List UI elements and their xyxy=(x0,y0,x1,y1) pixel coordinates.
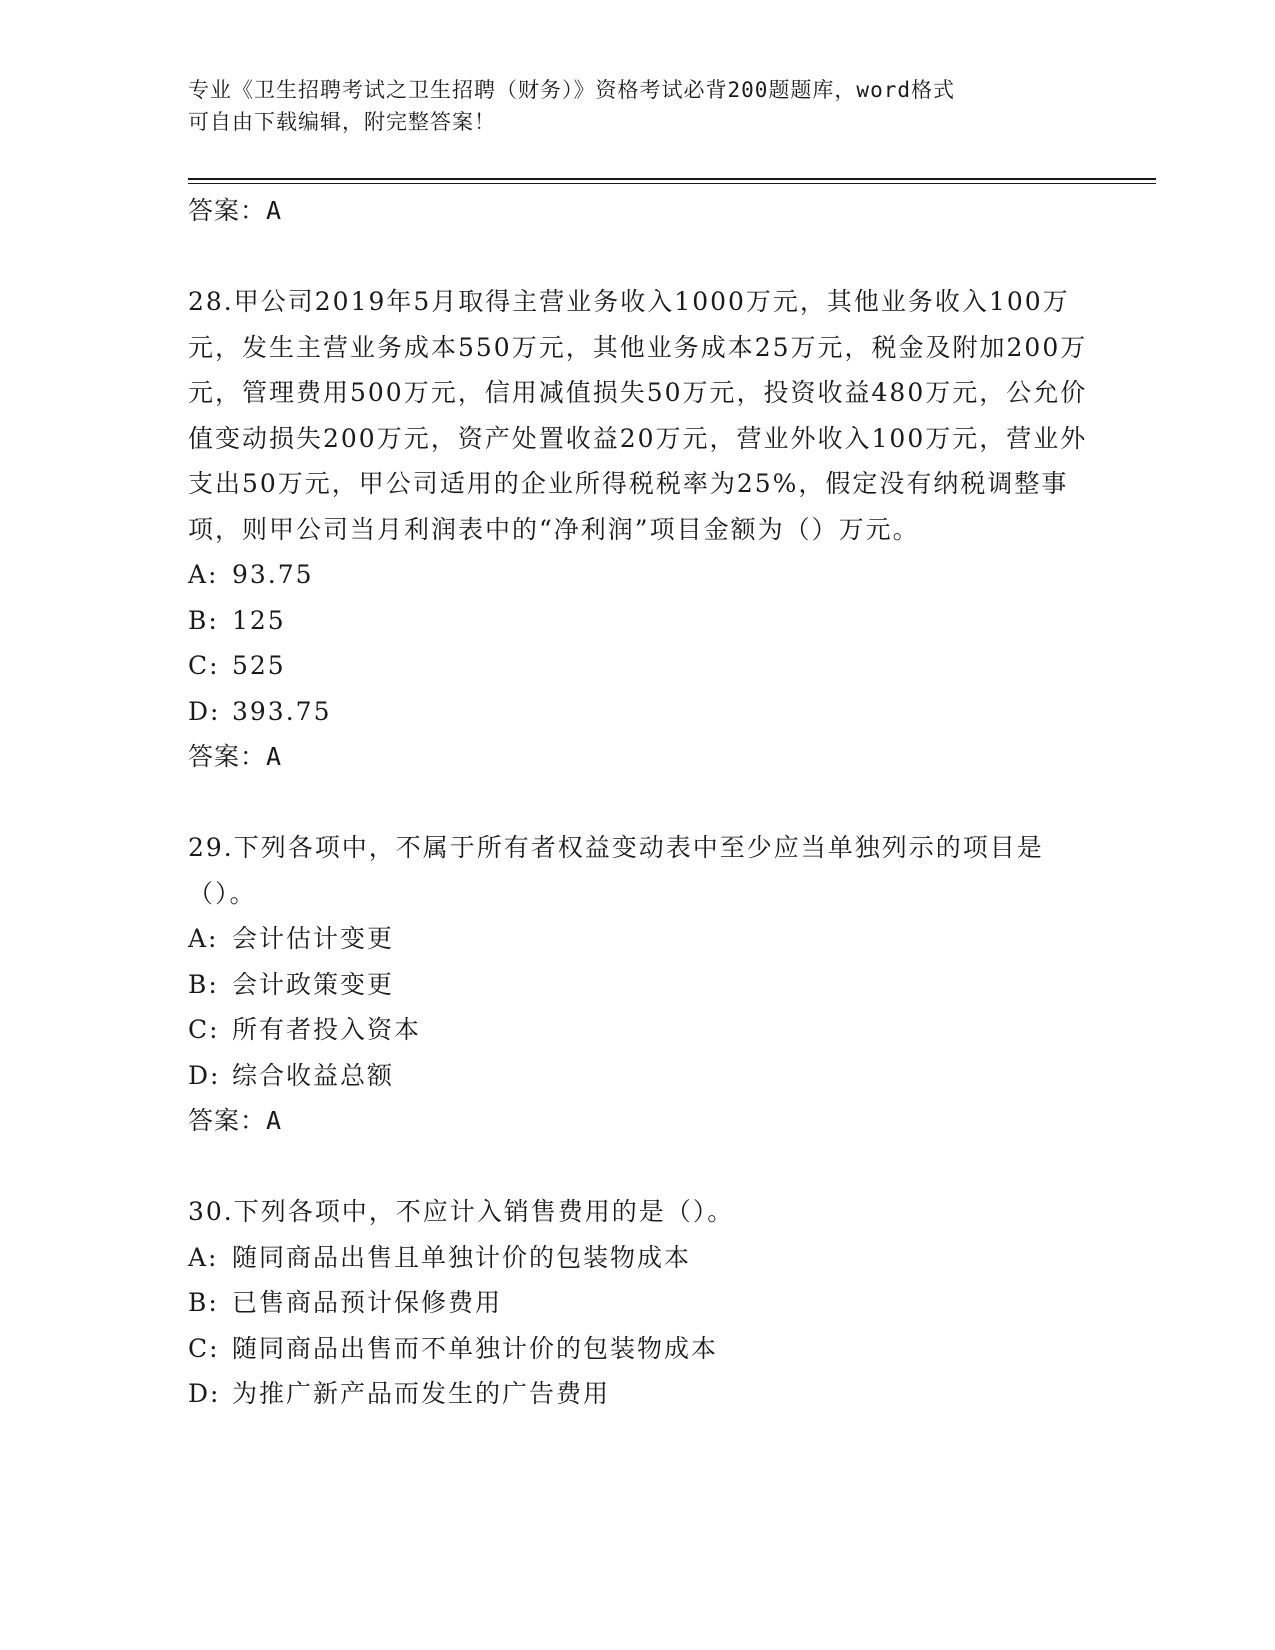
page-header xyxy=(188,74,1088,138)
option-text: 随同商品出售且单独计价的包装物成本 xyxy=(232,1242,692,1272)
option-b xyxy=(188,598,1088,644)
header-rule-thick xyxy=(188,178,1156,180)
option-d xyxy=(188,1053,1088,1099)
option-b xyxy=(188,1280,1088,1326)
option-key: A: xyxy=(188,1242,219,1272)
answer-label: 答案： xyxy=(188,1106,267,1135)
option-c xyxy=(188,1007,1088,1053)
option-a xyxy=(188,552,1088,598)
option-a xyxy=(188,1235,1088,1281)
answer-value: A xyxy=(266,196,283,225)
option-key: A: xyxy=(188,560,219,589)
option-text: 393.75 xyxy=(232,696,332,726)
question-text: 29.下列各项中，不属于所有者权益变动表中至少应当单独列示的项目是（）。 xyxy=(188,833,1044,908)
option-text: 所有者投入资本 xyxy=(232,1015,422,1044)
option-text: 125 xyxy=(232,605,286,635)
option-c xyxy=(188,1326,1088,1372)
question-30 xyxy=(188,1189,1088,1417)
question-29 xyxy=(188,825,1088,1144)
header-rule-thin xyxy=(188,183,1156,184)
option-text: 525 xyxy=(232,651,286,680)
option-text: 随同商品出售而不单独计价的包装物成本 xyxy=(232,1333,719,1363)
option-key: D: xyxy=(188,1379,221,1408)
option-key: A: xyxy=(188,924,219,953)
question-text: 30.下列各项中，不应计入销售费用的是（）。 xyxy=(188,1197,735,1226)
option-d xyxy=(188,689,1088,735)
answer xyxy=(188,734,1088,780)
option-key: B: xyxy=(188,969,219,999)
option-key: C: xyxy=(188,1015,220,1044)
option-key: D: xyxy=(188,696,221,726)
answer xyxy=(188,1098,1088,1144)
option-c xyxy=(188,643,1088,689)
header-line-1: 专业《卫生招聘考试之卫生招聘（财务）》资格考试必背200题题库，word格式 xyxy=(188,78,955,102)
header-line-2: 可自由下载编辑，附完整答案！ xyxy=(188,110,496,134)
question-text: 28.甲公司2019年5月取得主营业务收入1000万元，其他业务收入100万元，发生主营业务成本550万元，其他业务成本25万元，税金及附加200万元，管理费用500万元，信用减值损失50万元，投资收益480万元，公允价值变动损失200万元，资产处置收益20万元，营业外收入100万元，营业外支出50万元，甲公司适用的企业所得税税率为25%，假定没有纳税调整事项，则甲公司当月利润表中的“净利润”项目金额为（）万元。 xyxy=(188,287,1088,544)
answer-label: 答案： xyxy=(188,196,267,225)
question-28 xyxy=(188,279,1088,780)
option-text: 会计估计变更 xyxy=(232,924,395,953)
option-text: 综合收益总额 xyxy=(232,1060,395,1090)
option-b xyxy=(188,962,1088,1008)
option-d xyxy=(188,1371,1088,1417)
option-text: 已售商品预计保修费用 xyxy=(232,1288,503,1317)
option-key: B: xyxy=(188,1288,219,1317)
document-body xyxy=(188,188,1088,1417)
option-text: 为推广新产品而发生的广告费用 xyxy=(232,1379,611,1408)
option-text: 93.75 xyxy=(232,560,314,589)
option-key: C: xyxy=(188,1333,220,1363)
answer-label: 答案： xyxy=(188,742,267,771)
answer-value: A xyxy=(266,742,283,771)
option-key: B: xyxy=(188,605,219,635)
previous-answer xyxy=(188,188,1088,234)
option-a xyxy=(188,916,1088,962)
answer-value: A xyxy=(266,1106,283,1135)
option-key: D: xyxy=(188,1060,221,1090)
option-key: C: xyxy=(188,651,220,680)
option-text: 会计政策变更 xyxy=(232,969,395,999)
